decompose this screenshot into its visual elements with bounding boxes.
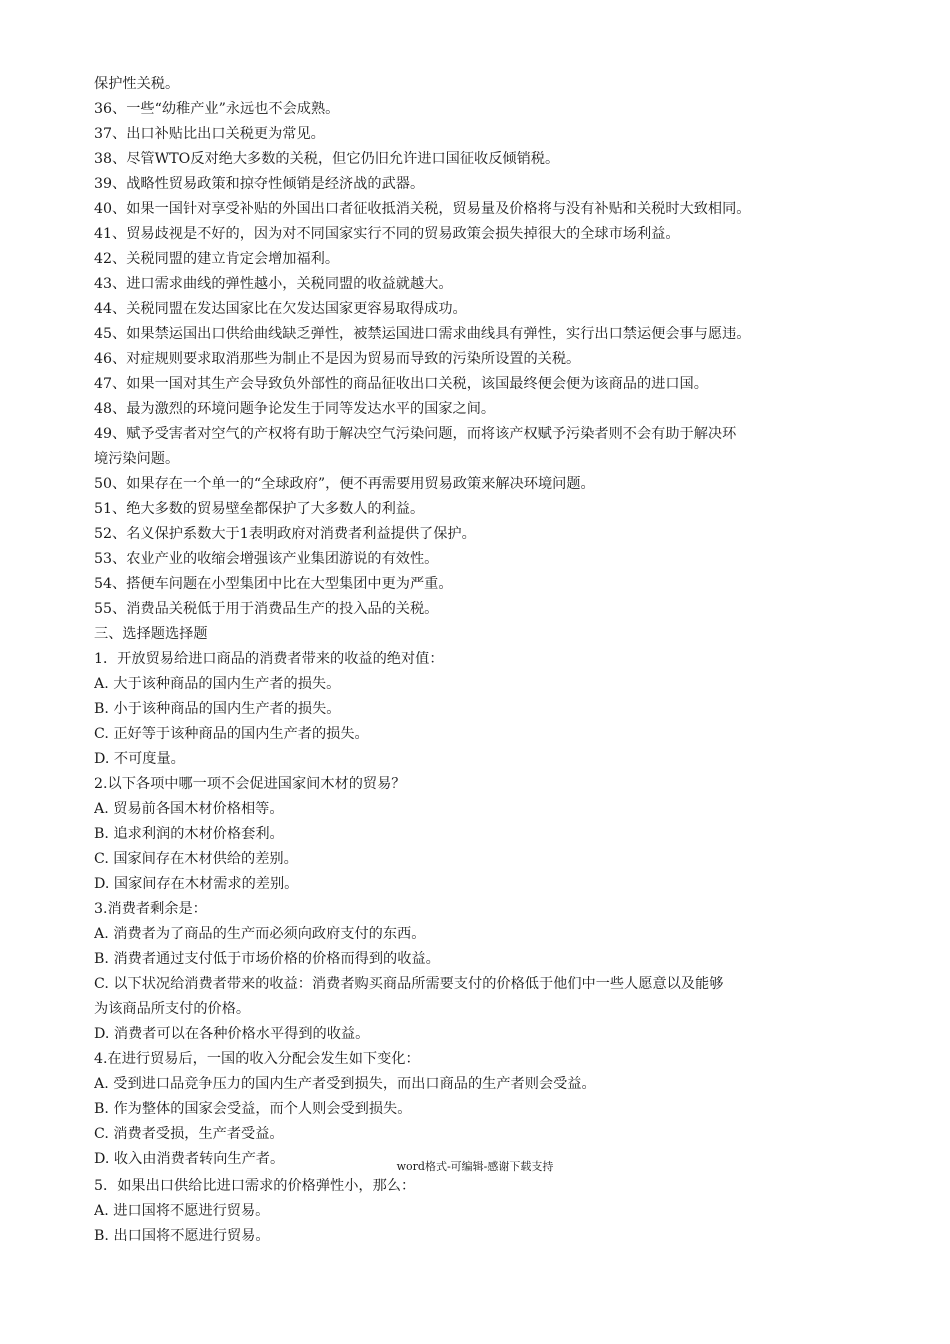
option-3b: B. 消费者通过支付低于市场价格的价格而得到的收益。 xyxy=(94,951,440,967)
option-5a: A. 进口国将不愿进行贸易。 xyxy=(94,1203,270,1219)
true-false-item-40: 40、如果一国针对享受补贴的外国出口者征收抵消关税，贸易量及价格将与没有补贴和关税时大致相同。 xyxy=(94,201,751,217)
option-3c-cont: 为该商品所支付的价格。 xyxy=(94,1001,251,1017)
option-1c: C. 正好等于该种商品的国内生产者的损失。 xyxy=(94,726,369,742)
true-false-item-49-cont: 境污染问题。 xyxy=(94,451,180,467)
true-false-item-51: 51、绝大多数的贸易壁垒都保护了大多数人的利益。 xyxy=(94,501,425,517)
option-3c: C. 以下状况给消费者带来的收益：消费者购买商品所需要支付的价格低于他们中一些人愿意以及能够 xyxy=(94,976,724,992)
true-false-item-52: 52、名义保护系数大于1表明政府对消费者利益提供了保护。 xyxy=(94,526,476,542)
option-5b: B. 出口国将不愿进行贸易。 xyxy=(94,1228,270,1244)
option-1b: B. 小于该种商品的国内生产者的损失。 xyxy=(94,701,341,717)
question-3: 3.消费者剩余是： xyxy=(94,901,207,917)
true-false-item-39: 39、战略性贸易政策和掠夺性倾销是经济战的武器。 xyxy=(94,176,425,192)
option-3a: A. 消费者为了商品的生产而必须向政府支付的东西。 xyxy=(94,926,426,942)
true-false-item-48: 48、最为激烈的环境问题争论发生于同等发达水平的国家之间。 xyxy=(94,401,496,417)
true-false-item-54: 54、搭便车问题在小型集团中比在大型集团中更为严重。 xyxy=(94,576,453,592)
question-1: 1．开放贸易给进口商品的消费者带来的收益的绝对值： xyxy=(94,651,444,667)
true-false-item-44: 44、关税同盟在发达国家比在欠发达国家更容易取得成功。 xyxy=(94,301,467,317)
option-4b: B. 作为整体的国家会受益，而个人则会受到损失。 xyxy=(94,1101,412,1117)
option-1a: A. 大于该种商品的国内生产者的损失。 xyxy=(94,676,341,692)
option-2a: A. 贸易前各国木材价格相等。 xyxy=(94,801,284,817)
true-false-item-50: 50、如果存在一个单一的“全球政府”，便不再需要用贸易政策来解决环境问题。 xyxy=(94,476,595,492)
question-4: 4.在进行贸易后，一国的收入分配会发生如下变化： xyxy=(94,1051,420,1067)
document-body xyxy=(94,72,884,1172)
text-line: 保护性关税。 xyxy=(94,76,180,92)
page-footer: word格式-可编辑-感谢下载支持 xyxy=(396,1160,554,1173)
true-false-item-45: 45、如果禁运国出口供给曲线缺乏弹性，被禁运国进口需求曲线具有弹性，实行出口禁运便会事与愿违。 xyxy=(94,326,751,342)
true-false-item-53: 53、农业产业的收缩会增强该产业集团游说的有效性。 xyxy=(94,551,439,567)
true-false-item-55: 55、消费品关税低于用于消费品生产的投入品的关税。 xyxy=(94,601,439,617)
true-false-item-41: 41、贸易歧视是不好的，因为对不同国家实行不同的贸易政策会损失掉很大的全球市场利益。 xyxy=(94,226,680,242)
document-body-continued xyxy=(94,1174,884,1249)
true-false-item-49: 49、赋予受害者对空气的产权将有助于解决空气污染问题，而将该产权赋予污染者则不会有助于解决环 xyxy=(94,426,737,442)
true-false-item-42: 42、关税同盟的建立肯定会增加福利。 xyxy=(94,251,340,267)
option-4a: A. 受到进口品竞争压力的国内生产者受到损失，而出口商品的生产者则会受益。 xyxy=(94,1076,596,1092)
true-false-item-47: 47、如果一国对其生产会导致负外部性的商品征收出口关税，该国最终便会便为该商品的进口国。 xyxy=(94,376,708,392)
option-4c: C. 消费者受损，生产者受益。 xyxy=(94,1126,284,1142)
option-4d: D. 收入由消费者转向生产者。 xyxy=(94,1151,285,1167)
question-2: 2.以下各项中哪一项不会促进国家间木材的贸易？ xyxy=(94,776,406,792)
true-false-item-36: 36、一些“幼稚产业”永远也不会成熟。 xyxy=(94,101,340,117)
option-2d: D. 国家间存在木材需求的差别。 xyxy=(94,876,299,892)
option-1d: D. 不可度量。 xyxy=(94,751,185,767)
true-false-item-37: 37、出口补贴比出口关税更为常见。 xyxy=(94,126,325,142)
option-3d: D. 消费者可以在各种价格水平得到的收益。 xyxy=(94,1026,370,1042)
question-5: 5．如果出口供给比进口需求的价格弹性小，那么： xyxy=(94,1178,416,1194)
true-false-item-43: 43、进口需求曲线的弹性越小，关税同盟的收益就越大。 xyxy=(94,276,453,292)
section-heading: 三、选择题选择题 xyxy=(94,626,208,642)
true-false-item-46: 46、对症规则要求取消那些为制止不是因为贸易而导致的污染所设置的关税。 xyxy=(94,351,581,367)
option-2b: B. 追求利润的木材价格套利。 xyxy=(94,826,284,842)
true-false-item-38: 38、尽管WTO反对绝大多数的关税，但它仍旧允许进口国征收反倾销税。 xyxy=(94,151,560,167)
option-2c: C. 国家间存在木材供给的差别。 xyxy=(94,851,298,867)
